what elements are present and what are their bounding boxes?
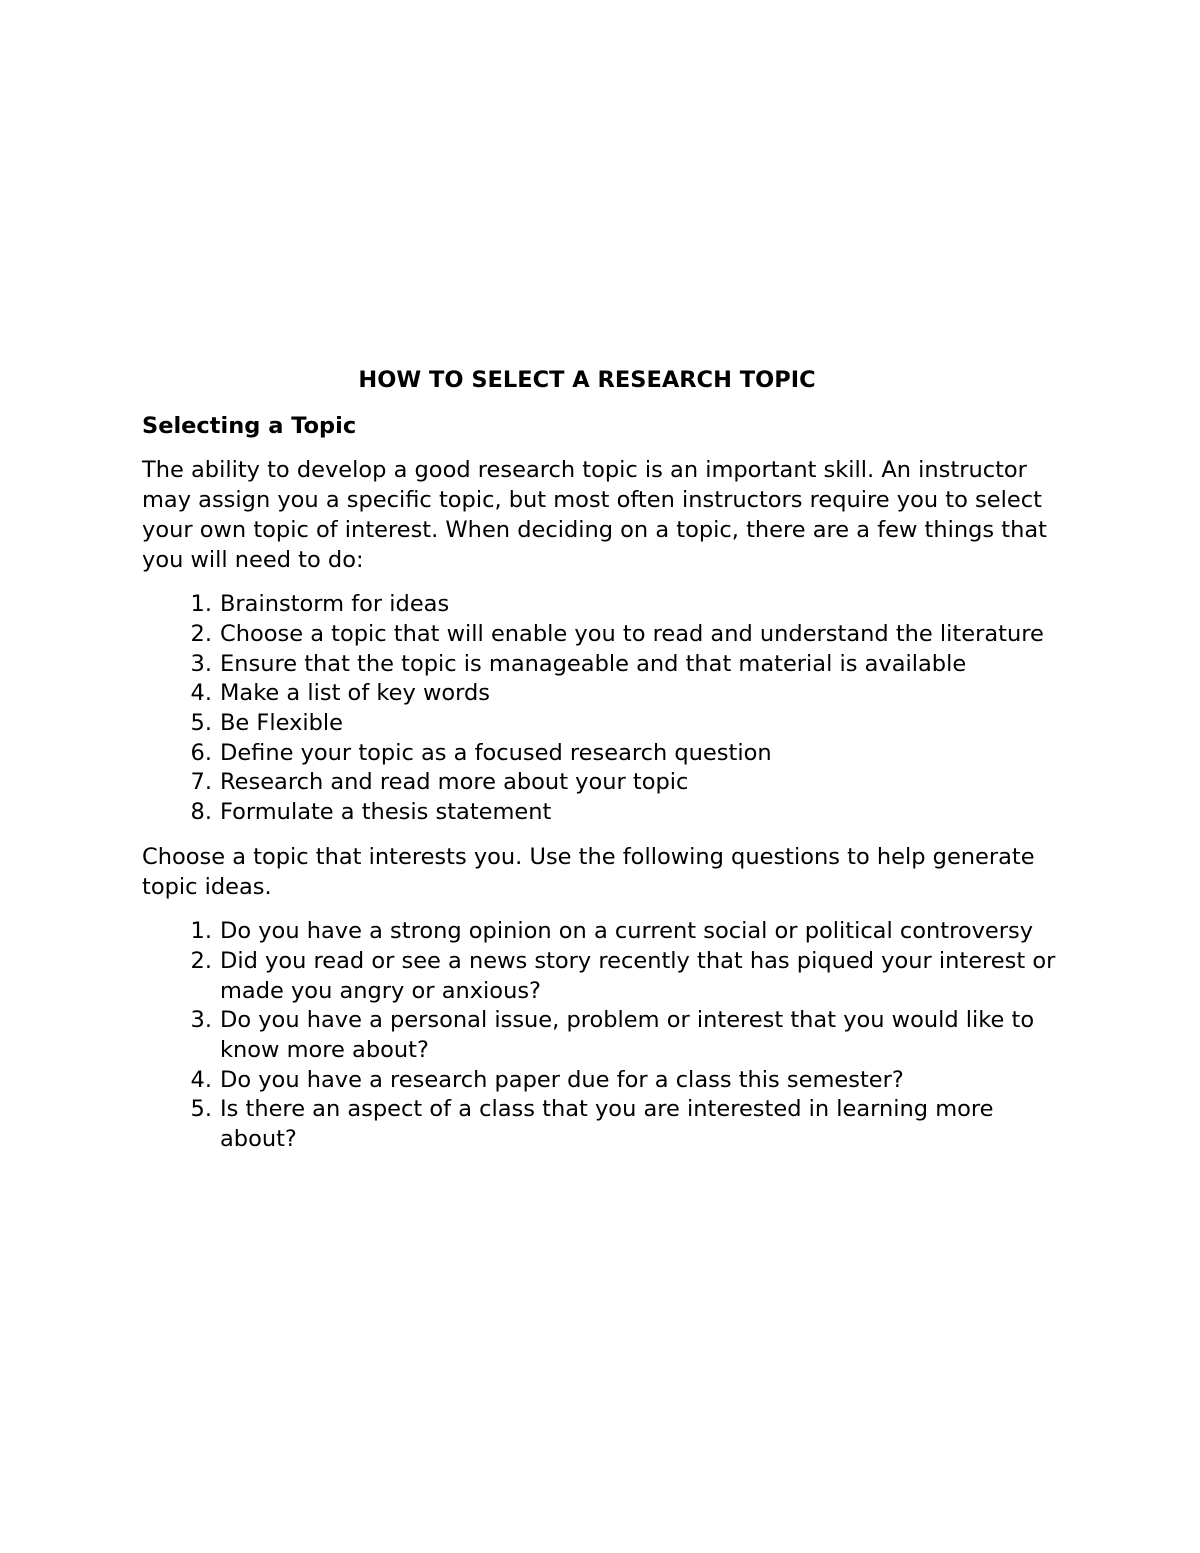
list-item	[142, 620, 1072, 650]
list-number: 5.	[190, 1096, 212, 1123]
list-item-text: Research and read more about your topic	[220, 769, 689, 796]
list-number: 4.	[190, 1066, 212, 1093]
list-item-text: Do you have a research paper due for a class this semester?	[220, 1066, 904, 1093]
list-item	[142, 1095, 1072, 1154]
page-title: HOW TO SELECT A RESEARCH TOPIC	[358, 367, 816, 393]
list-item	[142, 709, 1072, 739]
list-number: 2.	[190, 947, 212, 974]
list-item	[142, 798, 1072, 828]
list-item	[142, 679, 1072, 709]
list-item-text: Define your topic as a focused research question	[220, 739, 772, 766]
list-number: 4.	[190, 680, 212, 707]
list-number: 7.	[190, 769, 212, 796]
list-number: 8.	[190, 799, 212, 826]
list-item-text: Did you read or see a news story recently that has piqued your interest or made you angry or anxious?	[220, 947, 1056, 1004]
list-item	[142, 739, 1072, 769]
list-item-text: Do you have a strong opinion on a current social or political controversy	[220, 918, 1034, 945]
list-item-text: Formulate a thesis statement	[220, 799, 552, 826]
list-item	[142, 947, 1072, 1006]
list-item-text: Be Flexible	[220, 710, 344, 737]
list-item-text: Brainstorm for ideas	[220, 591, 450, 618]
list-number: 5.	[190, 710, 212, 737]
list-item-text: Do you have a personal issue, problem or interest that you would like to know more about?	[220, 1007, 1035, 1064]
list-item	[142, 768, 1072, 798]
list-item-text: Is there an aspect of a class that you are interested in learning more about?	[220, 1096, 994, 1153]
questions-paragraph: Choose a topic that interests you. Use the following questions to help generate topic ideas.	[142, 843, 1035, 900]
list-item	[142, 917, 1072, 947]
list-number: 6.	[190, 739, 212, 766]
questions-list	[142, 917, 1072, 1155]
section-heading: Selecting a Topic	[142, 412, 357, 439]
list-item	[142, 590, 1072, 620]
list-item-text: Make a list of key words	[220, 680, 490, 707]
list-item	[142, 650, 1072, 680]
intro-paragraph: The ability to develop a good research topic is an important skill. An instructor may assign you a specific topic, but most often instructors require you to select your own topic of interest. When deciding on a topic, there are a few things that you will need to do:	[142, 457, 1047, 573]
list-item	[142, 1006, 1072, 1065]
steps-list	[142, 590, 1072, 828]
document-page	[142, 366, 1072, 1170]
list-item	[142, 1066, 1072, 1096]
list-number: 3.	[190, 650, 212, 677]
list-number: 1.	[190, 918, 212, 945]
list-item-text: Choose a topic that will enable you to read and understand the literature	[220, 620, 1044, 647]
list-number: 1.	[190, 591, 212, 618]
list-number: 2.	[190, 620, 212, 647]
list-number: 3.	[190, 1007, 212, 1034]
list-item-text: Ensure that the topic is manageable and that material is available	[220, 650, 967, 677]
